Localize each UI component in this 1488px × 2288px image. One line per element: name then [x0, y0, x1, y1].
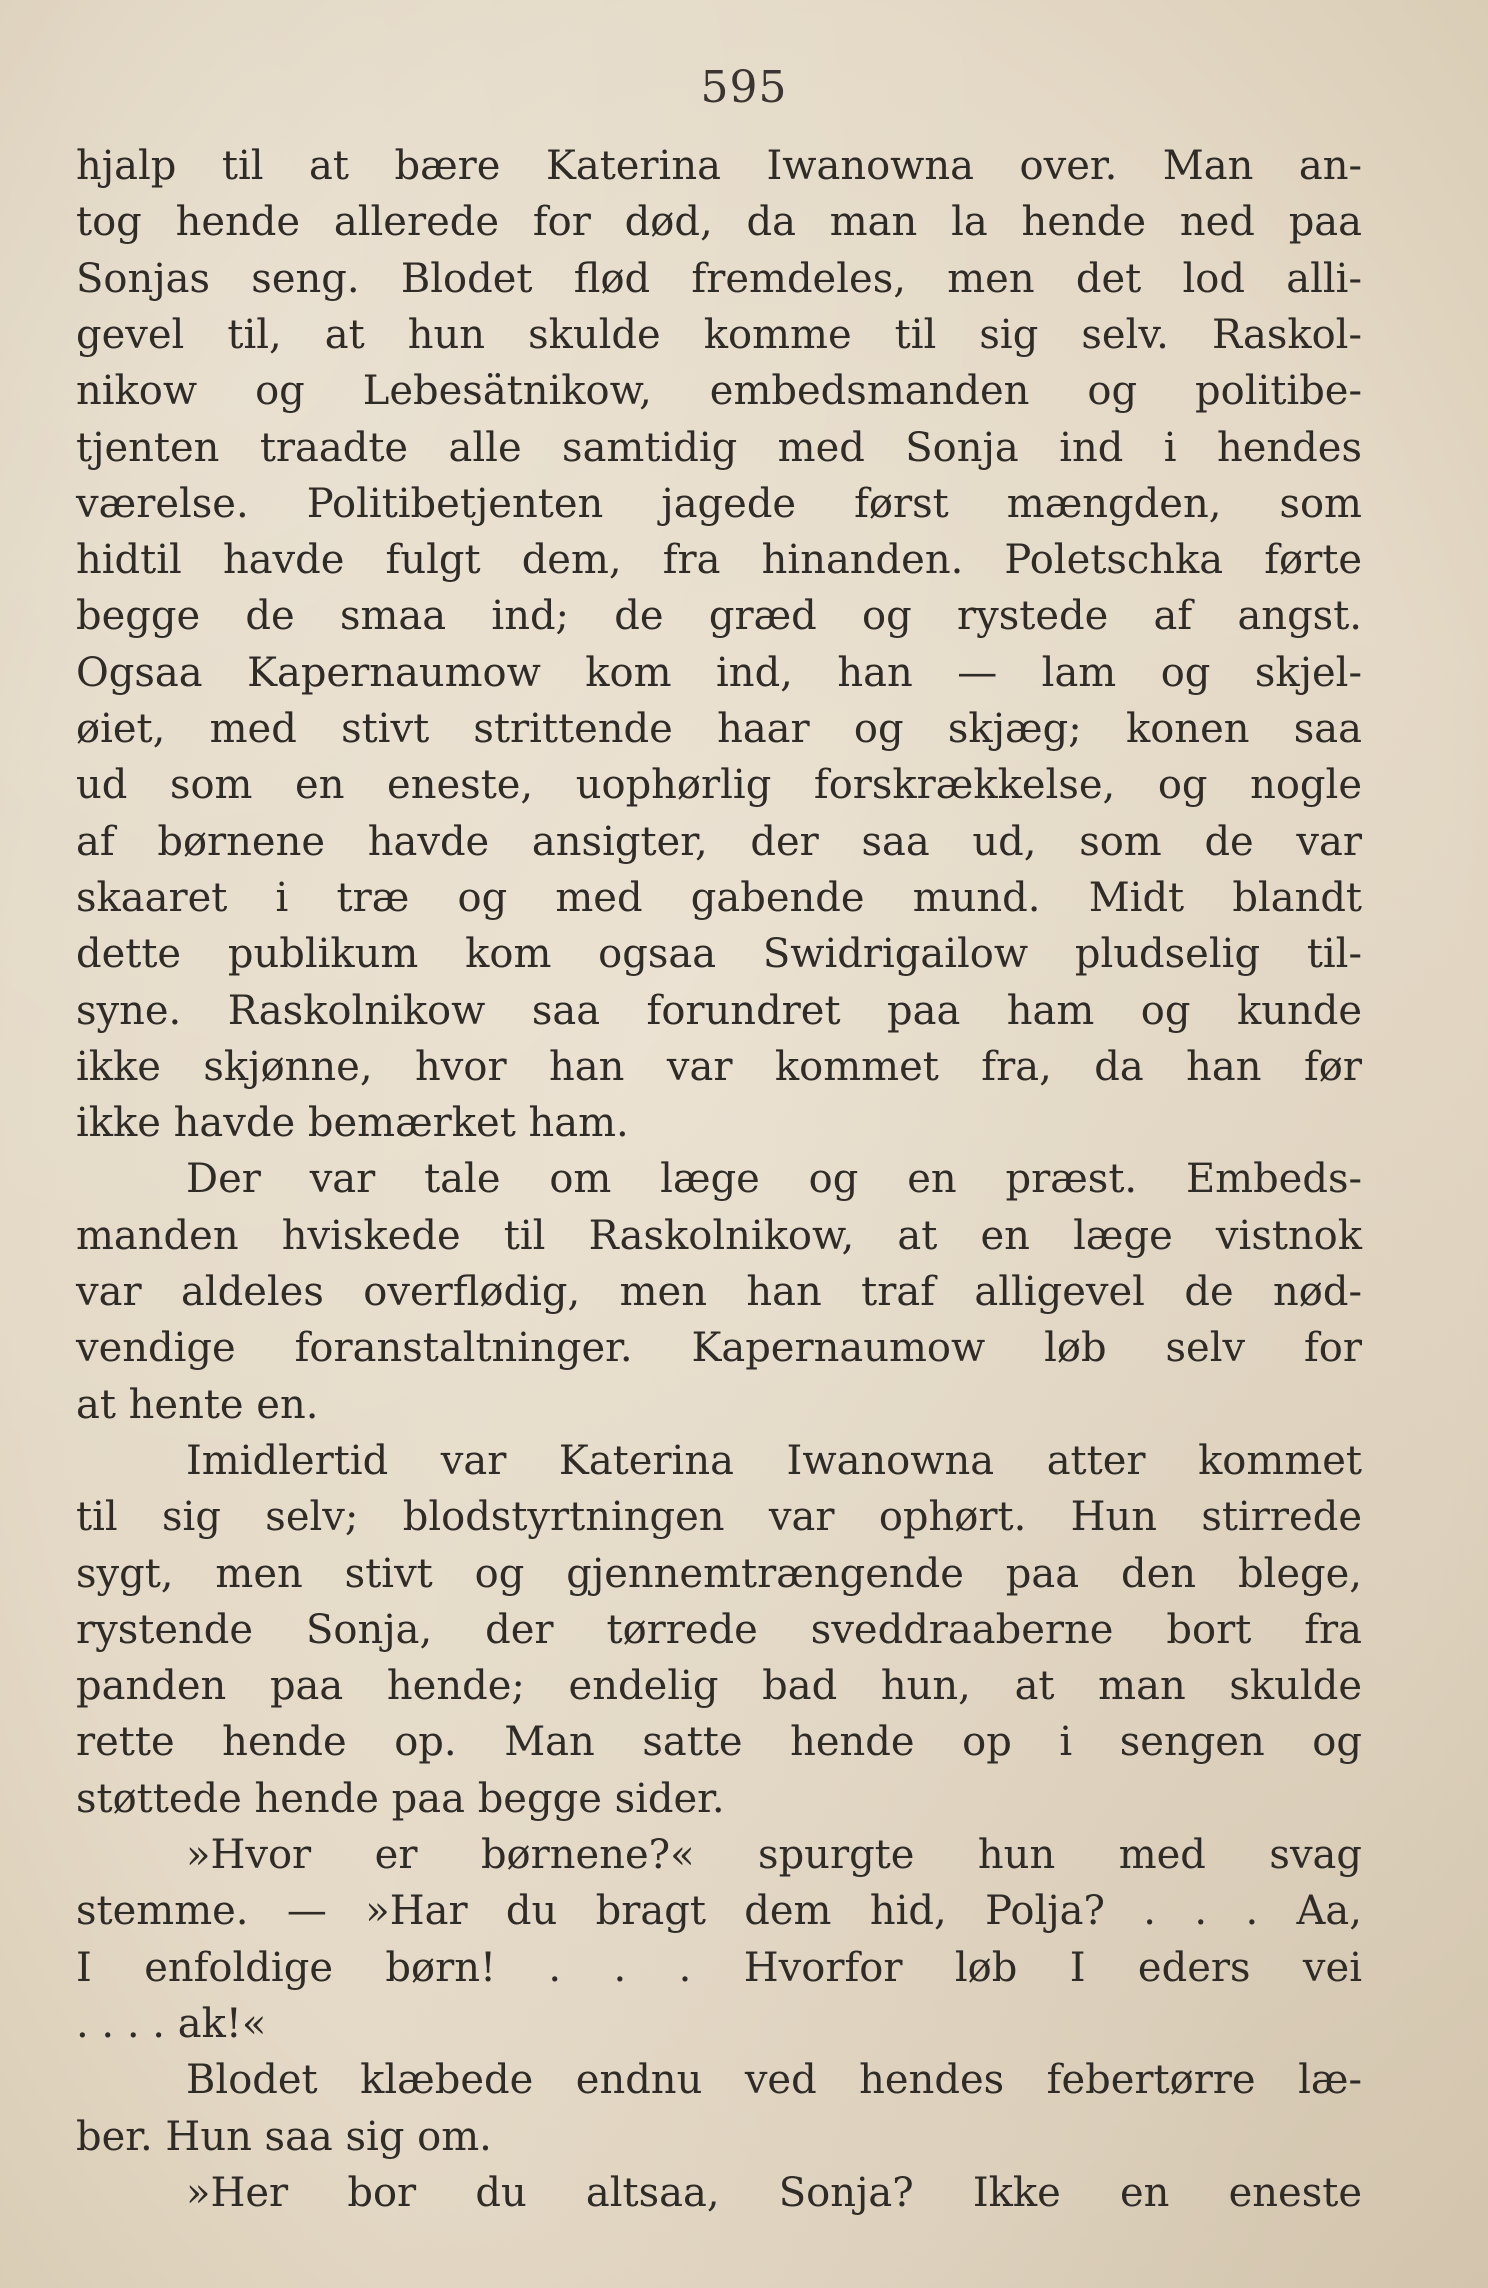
text-line: begge de smaa ind; de græd og rystede af angst.: [76, 593, 1362, 639]
text-line: manden hviskede til Raskolnikow, at en læge vistnok: [76, 1213, 1362, 1259]
text-line: sygt, men stivt og gjennemtrængende paa den blege,: [76, 1551, 1362, 1597]
text-line: Der var tale om læge og en præst. Embeds-: [186, 1156, 1362, 1202]
text-line: ud som en eneste, uophørlig forskrækkelse, og nogle: [76, 762, 1362, 808]
text-line: hidtil havde fulgt dem, fra hinanden. Poletschka førte: [76, 537, 1362, 583]
text-line: Sonjas seng. Blodet flød fremdeles, men det lod alli-: [76, 256, 1362, 302]
text-line: tog hende allerede for død, da man la hende ned paa: [76, 199, 1362, 245]
text-line: af børnene havde ansigter, der saa ud, som de var: [76, 819, 1362, 865]
text-line: Ogsaa Kapernaumow kom ind, han — lam og skjel-: [76, 650, 1362, 696]
text-line: rette hende op. Man satte hende op i sengen og: [76, 1719, 1362, 1765]
text-line: vendige foranstaltninger. Kapernaumow løb selv for: [76, 1325, 1362, 1371]
text-line: »Hvor er børnene?« spurgte hun med svag: [186, 1832, 1362, 1878]
text-line: I enfoldige børn! . . . Hvorfor løb I eders vei: [76, 1945, 1362, 1991]
text-line: gevel til, at hun skulde komme til sig selv. Raskol-: [76, 312, 1362, 358]
text-line: nikow og Lebesätnikow, embedsmanden og politibe-: [76, 368, 1362, 414]
text-line: »Her bor du altsaa, Sonja? Ikke en eneste: [186, 2170, 1362, 2216]
text-line: Imidlertid var Katerina Iwanowna atter kommet: [186, 1438, 1362, 1484]
text-line: syne. Raskolnikow saa forundret paa ham og kunde: [76, 988, 1362, 1034]
text-line: til sig selv; blodstyrtningen var ophørt. Hun stirrede: [76, 1494, 1362, 1540]
page-number: 595: [700, 62, 788, 113]
text-line: ikke havde bemærket ham.: [76, 1100, 629, 1146]
text-line: Blodet klæbede endnu ved hendes febertørre læ-: [186, 2057, 1362, 2103]
text-line: tjenten traadte alle samtidig med Sonja ind i hendes: [76, 425, 1362, 471]
text-line: støttede hende paa begge sider.: [76, 1776, 725, 1822]
text-line: at hente en.: [76, 1382, 319, 1428]
text-line: var aldeles overflødig, men han traf alligevel de nød-: [76, 1269, 1362, 1315]
text-line: rystende Sonja, der tørrede sveddraaberne bort fra: [76, 1607, 1362, 1653]
text-line: skaaret i træ og med gabende mund. Midt blandt: [76, 875, 1362, 921]
text-line: ber. Hun saa sig om.: [76, 2114, 492, 2160]
text-line: værelse. Politibetjenten jagede først mængden, som: [76, 481, 1362, 527]
text-line: . . . . ak!«: [76, 2001, 267, 2047]
text-line: øiet, med stivt strittende haar og skjæg; konen saa: [76, 706, 1362, 752]
text-line: hjalp til at bære Katerina Iwanowna over. Man an-: [76, 143, 1362, 189]
text-line: ikke skjønne, hvor han var kommet fra, da han før: [76, 1044, 1362, 1090]
text-line: panden paa hende; endelig bad hun, at man skulde: [76, 1663, 1362, 1709]
text-line: dette publikum kom ogsaa Swidrigailow pludselig til-: [76, 931, 1362, 977]
text-line: stemme. — »Har du bragt dem hid, Polja? . . . Aa,: [76, 1888, 1362, 1934]
